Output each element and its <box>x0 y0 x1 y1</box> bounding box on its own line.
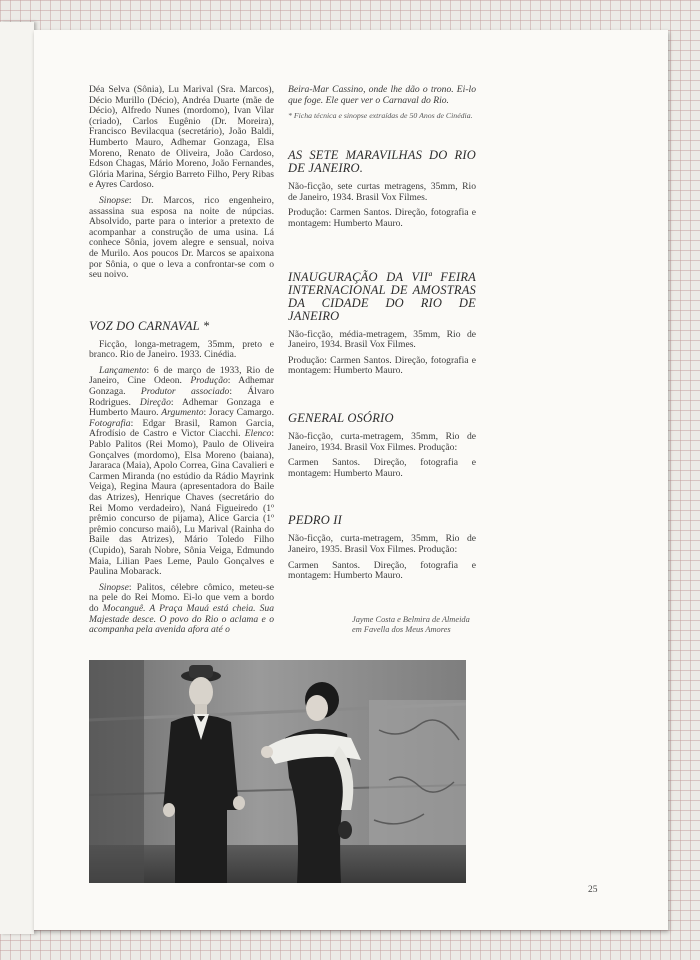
previous-page-edge <box>0 22 34 934</box>
pedro-ii-info: Não-ficção, curta-metragem, 35mm, Rio de Janeiro, 1935. Brasil Vox Filmes. Produção: <box>288 533 476 555</box>
credit-label-lancamento: Lançamento <box>99 364 147 376</box>
film-still-photo <box>89 660 466 883</box>
right-text-column <box>288 85 476 587</box>
inauguracao-heading: INAUGURAÇÃO DA VIIª FEIRA INTERNACIONAL DE AMOSTRAS DA CIDADE DO RIO DE JANEIRO <box>288 269 476 323</box>
cast-list: Déa Selva (Sônia), Lu Marival (Sra. Marcos), Décio Murillo (Décio), Andréa Duarte (mãe de Décio), Alfredo Nunes (mordomo), Ivan Vilar (criado), Carlos Eugênio (Dr. Moreira), Francisco Bevilacqua (secretário), João Baldi, Humberto Mauro, Adhemar Gonzaga, Elsa Moreno, Renato de Oliveira, João Cardoso, Edson Chagas, Mário Moreno, João Fernandes, Glória Marina, Sérgio Barreto Filho, Pery Ribas e Ayres Cardoso. <box>89 84 274 191</box>
sete-maravilhas-info: Não-ficção, sete curtas metragens, 35mm, Rio de Janeiro, 1934. Brasil Vox Filmes. <box>288 181 476 203</box>
voz-sinopse-italic: Mocanguê. A Praça Mauá está cheia. Sua Majestade desce. O povo do Rio o aclama e o acompanha pela avenida afora até o <box>89 602 274 636</box>
photo-caption: Jayme Costa e Belmira de Almeida em Favella dos Meus Amores <box>352 615 470 634</box>
credit-fotografia: : Edgar Brasil, Ramon Garcia, Afrodísio de Castro e Victor Ciacchi. <box>89 417 274 440</box>
pedro-ii-heading: PEDRO II <box>288 513 343 528</box>
voz-sinopse-text: : Palitos, célebre cômico, meteu-se na pele do Rei Momo. Ei-lo que vem a bordo do <box>89 581 274 614</box>
inauguracao-info: Não-ficção, média-metragem, 35mm, Rio de Janeiro, 1934. Brasil Vox Filmes. <box>288 328 476 351</box>
page-number: 25 <box>588 885 598 895</box>
film-still-illustration <box>89 660 466 883</box>
credit-label-elenco: Elenco <box>244 428 272 440</box>
credit-argumento: : Joracy Camargo. <box>203 407 274 419</box>
credit-direcao: : Adhemar Gonzaga e Humberto Mauro. <box>89 396 274 419</box>
general-osorio-credits: Carmen Santos. Direção, fotografia e montagem: Humberto Mauro. <box>288 457 476 479</box>
sinopse-text: : Dr. Marcos, rico engenheiro, assassina sua esposa na noite de núpcias. Absolvido, parte para o interior a pretexto de acompanhar a construção de uma usina. Lá conhece Sônia, jovem alegre e sensual, noiva de Murilo. Aos poucos Dr. Marcos se apaixona por Sônia, o que o leva a confrontar-se com o seu noivo. <box>89 194 274 281</box>
sete-maravilhas-heading: AS SETE MARAVILHAS DO RIO DE JANEIRO. <box>288 148 476 176</box>
general-osorio-info: Não-ficção, curta-metragem, 35mm, Rio de Janeiro, 1934. Brasil Vox Filmes. Produção: <box>288 430 476 453</box>
footnote: * Ficha técnica e sinopse extraídas de 50 Anos de Cinédia. <box>288 111 473 121</box>
voz-sinopse <box>89 583 274 636</box>
credit-producao: : Adhemar Gonzaga. <box>89 375 274 398</box>
credit-produtor-associado: : Álvaro Rodrigues. <box>89 386 274 408</box>
credit-elenco: : Pablo Palitos (Rei Momo), Paulo de Oliveira Gonçalves (mordomo), Elsa Moreno (baiana), Jararaca (Maia), Apolo Correa, Gina Cavalieri e Carmen Miranda (no estúdio da Rádio Mayrink Veiga), Regina Maura (apresentadora do Baile das Atrizes), Henrique Chaves (secretário do Rei Momo verdadeiro), Naná Figueiredo (1º prêmio concurso de pijama), Alice Garcia (1º prêmio concurso maiô), Lu Marival (Rainha do Baile das Atrizes), Mário Toledo Filho (Cupido), Sarah Nobre, Sônia Veiga, Edmundo Maia, Lilian Paes Leme, Paulo Gonçalves e Paulina Mobarack. <box>89 428 274 578</box>
left-text-column <box>89 85 274 641</box>
magazine-page <box>34 30 668 930</box>
sete-maravilhas-credits: Produção: Carmen Santos. Direção, fotografia e montagem: Humberto Mauro. <box>288 207 476 229</box>
credit-lancamento: : 6 de março de 1933, Rio de Janeiro, Cine Odeon. <box>89 364 274 387</box>
credit-label-argumento: Argumento <box>161 407 204 419</box>
voz-credits <box>89 366 274 578</box>
sinopse-label: Sinopse <box>99 194 129 206</box>
credit-label-direcao: Direção <box>139 396 171 408</box>
sinopse-continuation: Beira-Mar Cassino, onde lhe dão o trono. Ei-lo que foge. Ele quer ver o Carnaval do Rio. <box>288 84 476 106</box>
credit-label-producao: Produção <box>190 375 228 387</box>
sinopse-paragraph <box>89 196 274 281</box>
credit-label-produtor-associado: Produtor associado <box>140 386 230 398</box>
voz-sinopse-label: Sinopse <box>99 581 129 593</box>
pedro-ii-credits: Carmen Santos. Direção, fotografia e montagem: Humberto Mauro. <box>288 559 476 582</box>
inauguracao-credits: Produção: Carmen Santos. Direção, fotografia e montagem: Humberto Mauro. <box>288 354 476 377</box>
general-osorio-heading: GENERAL OSÓRIO <box>288 410 394 425</box>
credit-label-fotografia: Fotografia <box>89 417 131 429</box>
voz-do-carnaval-heading: VOZ DO CARNAVAL * <box>89 318 210 333</box>
voz-intro: Ficção, longa-metragem, 35mm, preto e branco. Rio de Janeiro. 1933. Cinédia. <box>89 338 274 361</box>
